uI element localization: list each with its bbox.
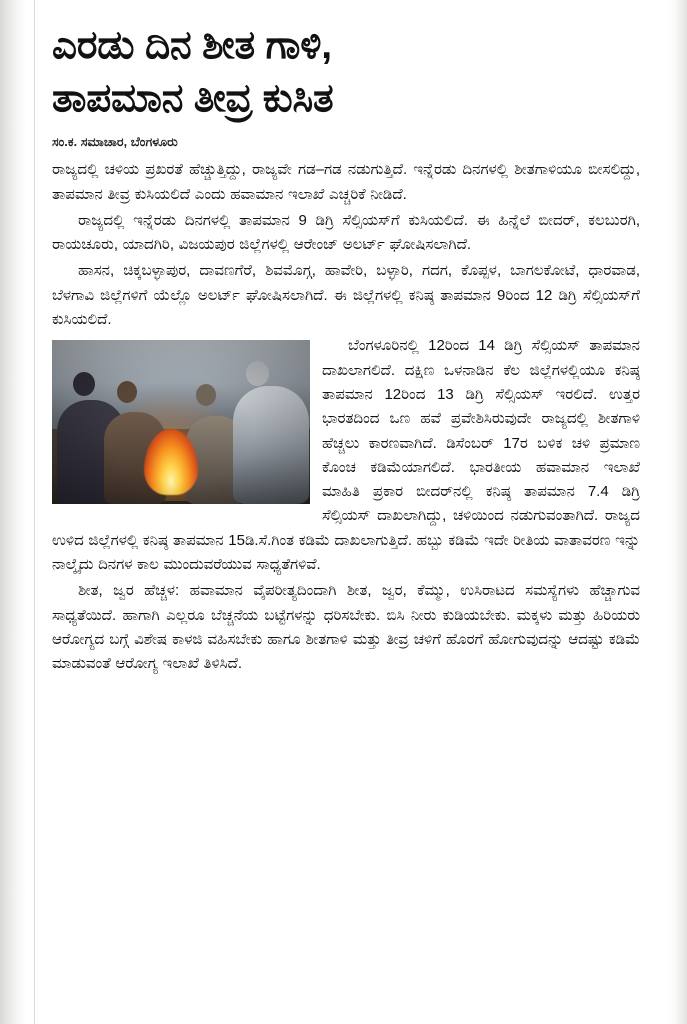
news-article <box>52 20 640 1010</box>
page-title <box>52 20 640 125</box>
article-paragraph: ರಾಜ್ಯದಲ್ಲಿ ಚಳಿಯ ಪ್ರಖರತೆ ಹೆಚ್ಚುತ್ತಿದ್ದು, ರಾಜ್ಯವೇ ಗಡ–ಗಡ ನಡುಗುತ್ತಿದೆ. ಇನ್ನೆರಡು ದಿನಗಳಲ್ಲಿ ಶೀತಗಾಳಿಯೂ ಬೀಸಲಿದ್ದು, ತಾಪಮಾನ ತೀವ್ರ ಕುಸಿಯಲಿದೆ ಎಂದು ಹವಾಮಾನ ಇಲಾಖೆ ಎಚ್ಚರಿಕೆ ನೀಡಿದೆ. <box>52 161 640 203</box>
article-paragraph: ಬೆಂಗಳೂರಿನಲ್ಲಿ 12ರಿಂದ 14 ಡಿಗ್ರಿ ಸೆಲ್ಸಿಯಸ್ ತಾಪಮಾನ ದಾಖಲಾಗಲಿದೆ. ದಕ್ಷಿಣ ಒಳನಾಡಿನ ಕೆಲ ಜಿಲ್ಲೆಗಳಲ್ಲಿಯೂ ಕನಿಷ್ಠ ತಾಪಮಾನ 12ರಿಂದ 13 ಡಿಗ್ರಿ ಸೆಲ್ಸಿಯಸ್ ಇರಲಿದೆ. ಉತ್ತರ ಭಾರತದಿಂದ ಒಣ ಹವೆ ಪ್ರವೇಶಿಸಿರುವುದೇ ರಾಜ್ಯದಲ್ಲಿ ಶೀತಗಾಳಿ ಹೆಚ್ಚಲು ಕಾರಣವಾಗಿದೆ. ಡಿಸೆಂಬರ್ 17ರ ಬಳಿಕ ಚಳಿ ಪ್ರಮಾಣ ಕೊಂಚ ಕಡಿಮೆಯಾಗಲಿದೆ. ಭಾರತೀಯ ಹವಾಮಾನ ಇಲಾಖೆ ಮಾಹಿತಿ ಪ್ರಕಾರ ಬೀದರ್‌ನಲ್ಲಿ ಕನಿಷ್ಠ ತಾಪಮಾನ 7.4 ಡಿಗ್ರಿ ಸೆಲ್ಸಿಯಸ್ ದಾಖಲಾಗಿದ್ದು, ಚಳಿಯಿಂದ ನಡುಗುವಂತಾಗಿದೆ. ರಾಜ್ಯದ ಉಳಿದ ಜಿಲ್ಲೆಗಳಲ್ಲಿ ಕನಿಷ್ಠ ತಾಪಮಾನ 15ಡಿ.ಸೆ.ಗಿಂತ ಕಡಿಮೆ ದಾಖಲಾಗುತ್ತಿದೆ. ಹಬ್ಬು ಕಡಿಮೆ ಇದೇ ರೀತಿಯ ವಾತಾವರಣ ಇನ್ನು ನಾಲ್ಕೈದು ದಿನಗಳ ಕಾಲ ಮುಂದುವರೆಯುವ ಸಾಧ್ಯತೆಗಳಿವೆ. <box>52 337 640 574</box>
article-photo <box>52 340 310 504</box>
headline-line-1: ಎರಡು ದಿನ ಶೀತ ಗಾಳಿ, <box>52 24 332 67</box>
photo-vignette <box>52 340 310 504</box>
article-paragraph: ರಾಜ್ಯದಲ್ಲಿ ಇನ್ನೆರಡು ದಿನಗಳಲ್ಲಿ ತಾಪಮಾನ 9 ಡಿಗ್ರಿ ಸೆಲ್ಸಿಯಸ್‌ಗೆ ಕುಸಿಯಲಿದೆ. ಈ ಹಿನ್ನೆಲೆ ಬೀದರ್, ಕಲಬುರಗಿ, ರಾಯಚೂರು, ಯಾದಗಿರಿ, ವಿಜಯಪುರ ಜಿಲ್ಲೆಗಳಲ್ಲಿ ಆರೇಂಜ್ ಅಲರ್ಟ್ ಘೋಷಿಸಲಾಗಿದೆ. <box>52 211 640 254</box>
article-paragraph: ಶೀತ, ಜ್ವರ ಹೆಚ್ಚಳ: ಹವಾಮಾನ ವೈಪರೀತ್ಯದಿಂದಾಗಿ ಶೀತ, ಜ್ವರ, ಕೆಮ್ಮು, ಉಸಿರಾಟದ ಸಮಸ್ಯೆಗಳು ಹೆಚ್ಚಾಗುವ ಸಾಧ್ಯತೆಯಿದೆ. ಹಾಗಾಗಿ ಎಲ್ಲರೂ ಬೆಚ್ಚನೆಯ ಬಟ್ಟೆಗಳನ್ನು ಧರಿಸಬೇಕು. ಬಿಸಿ ನೀರು ಕುಡಿಯಬೇಕು. ಮಕ್ಕಳು ಮತ್ತು ಹಿರಿಯರು ಆರೋಗ್ಯದ ಬಗ್ಗೆ ವಿಶೇಷ ಕಾಳಜಿ ವಹಿಸಬೇಕು ಹಾಗೂ ಶೀತಗಾಳಿ ಮತ್ತು ತೀವ್ರ ಚಳಿಗೆ ಹೊರಗೆ ಹೋಗುವುದನ್ನು ಆದಷ್ಟು ಕಡಿಮೆ ಮಾಡುವಂತೆ ಆರೋಗ್ಯ ಇಲಾಖೆ ತಿಳಿಸಿದೆ. <box>52 582 640 673</box>
byline: ಸಂ.ಕ. ಸಮಾಚಾರ, ಬೆಂಗಳೂರು <box>52 135 178 150</box>
article-paragraph: ಹಾಸನ, ಚಿಕ್ಕಬಳ್ಳಾಪುರ, ದಾವಣಗೆರೆ, ಶಿವಮೊಗ್ಗ, ಹಾವೇರಿ, ಬಳ್ಳಾರಿ, ಗದಗ, ಕೊಪ್ಪಳ, ಬಾಗಲಕೋಟೆ, ಧಾರವಾಡ, ಬೆಳಗಾವಿ ಜಿಲ್ಲೆಗಳಿಗೆ ಯೆಲ್ಲೊ ಅಲರ್ಟ್ ಘೋಷಿಸಲಾಗಿದೆ. ಈ ಜಿಲ್ಲೆಗಳಲ್ಲಿ ಕನಿಷ್ಠ ತಾಪಮಾನ 9ರಿಂದ 12 ಡಿಗ್ರಿ ಸೆಲ್ಸಿಯಸ್‌ಗೆ ಕುಸಿಯಲಿದೆ. <box>52 262 640 329</box>
headline-line-2: ತಾಪಮಾನ ತೀವ್ರ ಕುಸಿತ <box>52 76 334 120</box>
article-body <box>52 158 640 676</box>
page-fold-line <box>34 0 35 1024</box>
